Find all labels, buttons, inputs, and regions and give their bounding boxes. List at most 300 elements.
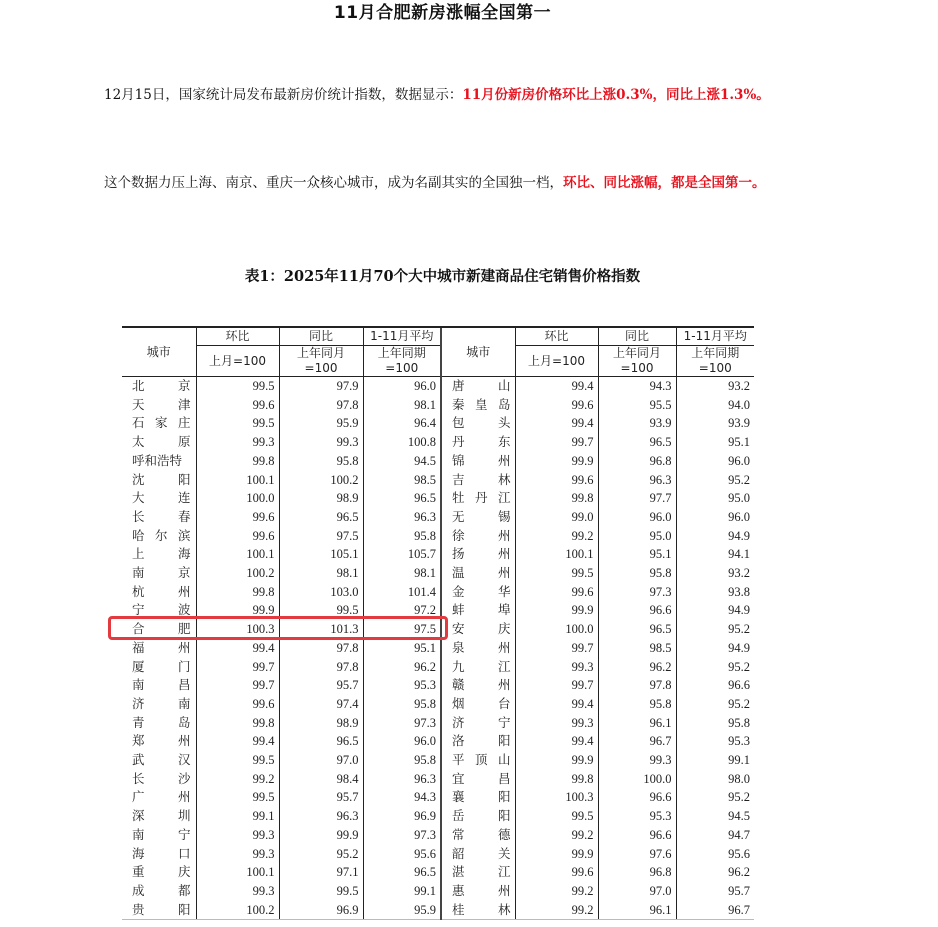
city-char: 津: [178, 396, 191, 412]
city-name: [122, 676, 196, 695]
city-char: 锡: [498, 508, 511, 524]
value-mom: 99.8: [196, 583, 279, 602]
city-name: [441, 508, 515, 527]
table-header: [122, 327, 754, 377]
value-yoy: 96.1: [598, 714, 676, 733]
city-char: 湛: [452, 864, 465, 880]
value-avg: 97.3: [363, 826, 441, 845]
value-avg: 96.3: [363, 508, 441, 527]
header-avg-base-right: [676, 346, 754, 377]
city-char: 天: [132, 396, 145, 412]
value-mom: 99.2: [515, 882, 598, 901]
value-yoy: 100.2: [279, 471, 363, 490]
value-avg: 97.3: [363, 714, 441, 733]
city-name: [122, 882, 196, 901]
value-mom: 99.5: [196, 788, 279, 807]
city-name: [441, 414, 515, 433]
city-name: [122, 901, 196, 920]
header-avg-right: 1-11月平均: [676, 327, 754, 346]
city-name: [122, 377, 196, 396]
value-yoy: 95.9: [279, 414, 363, 433]
city-char: 门: [178, 658, 191, 674]
city-char: 昌: [498, 770, 511, 786]
value-avg: 96.2: [676, 863, 754, 882]
value-yoy: 95.8: [598, 564, 676, 583]
value-yoy: 99.9: [279, 826, 363, 845]
table-row: [122, 433, 754, 452]
city-char: 南: [178, 695, 191, 711]
city-char: 滨: [178, 527, 191, 543]
city-char: 丹: [475, 490, 488, 506]
value-mom: 99.6: [196, 396, 279, 415]
city-char: 肥: [178, 621, 191, 637]
city-char: 州: [178, 639, 191, 655]
city-name: [122, 863, 196, 882]
city-char: 江: [498, 490, 511, 506]
city-name: [122, 583, 196, 602]
header-city-right: 城市: [441, 327, 515, 377]
city-char: 福: [132, 639, 145, 655]
city-name: [122, 695, 196, 714]
city-char: 泉: [452, 639, 465, 655]
value-avg: 94.9: [676, 527, 754, 546]
city-char: 山: [498, 752, 511, 768]
city-char: 庆: [498, 621, 511, 637]
value-mom: 99.2: [196, 770, 279, 789]
city-char: 襄: [452, 789, 465, 805]
city-char: 岛: [178, 714, 191, 730]
city-name: [441, 863, 515, 882]
value-mom: 100.2: [196, 564, 279, 583]
city-name: [122, 414, 196, 433]
value-mom: 99.9: [515, 452, 598, 471]
value-avg: 95.2: [676, 695, 754, 714]
city-char: 阳: [498, 733, 511, 749]
city-name: [441, 770, 515, 789]
value-yoy: 96.7: [598, 732, 676, 751]
city-char: 济: [452, 714, 465, 730]
value-yoy: 99.5: [279, 601, 363, 620]
value-avg: 98.1: [363, 564, 441, 583]
article-title: 11月合肥新房涨幅全国第一: [333, 3, 552, 23]
city-name: [122, 658, 196, 677]
city-char: 都: [178, 882, 191, 898]
city-char: 牡: [452, 490, 465, 506]
city-char: 海: [178, 546, 191, 562]
city-char: 宜: [452, 770, 465, 786]
city-name: [441, 676, 515, 695]
city-char: 阳: [498, 789, 511, 805]
value-mom: 99.2: [515, 527, 598, 546]
city-char: 济: [132, 695, 145, 711]
value-yoy: 96.9: [279, 901, 363, 920]
value-yoy: 96.6: [598, 601, 676, 620]
city-name: [441, 564, 515, 583]
value-mom: 99.0: [515, 508, 598, 527]
city-char: 圳: [178, 808, 191, 824]
city-name: [122, 396, 196, 415]
value-avg: 95.2: [676, 788, 754, 807]
value-yoy: 97.8: [598, 676, 676, 695]
value-avg: 95.8: [363, 751, 441, 770]
value-avg: 94.5: [676, 807, 754, 826]
city-char: 德: [498, 826, 511, 842]
city-name: [122, 471, 196, 490]
value-avg: 96.0: [363, 377, 441, 396]
comparison-paragraph: [104, 168, 794, 198]
city-name: [441, 714, 515, 733]
city-char: 扬: [452, 546, 465, 562]
city-char: 华: [498, 583, 511, 599]
value-avg: 96.9: [363, 807, 441, 826]
value-avg: 97.5: [363, 620, 441, 639]
value-mom: 99.6: [515, 863, 598, 882]
city-char: 州: [498, 639, 511, 655]
value-avg: 94.5: [363, 452, 441, 471]
city-name: [441, 489, 515, 508]
city-char: 广: [132, 789, 145, 805]
value-yoy: 99.3: [279, 433, 363, 452]
table-row: [122, 620, 754, 639]
value-mom: 99.7: [196, 658, 279, 677]
header-yoy-base-right: [598, 346, 676, 377]
city-name: [441, 845, 515, 864]
value-mom: 99.4: [196, 639, 279, 658]
city-name: [122, 732, 196, 751]
value-yoy: 97.9: [279, 377, 363, 396]
city-char: 京: [178, 565, 191, 581]
value-yoy: 98.9: [279, 489, 363, 508]
city-char: 洛: [452, 733, 465, 749]
value-yoy: 96.6: [598, 826, 676, 845]
city-char: 韶: [452, 845, 465, 861]
value-avg: 101.4: [363, 583, 441, 602]
city-char: 石: [132, 415, 145, 431]
city-name: [122, 751, 196, 770]
city-name: [122, 620, 196, 639]
value-mom: 99.2: [515, 901, 598, 920]
value-mom: 100.3: [515, 788, 598, 807]
table-row: [122, 471, 754, 490]
city-char: 皇: [475, 396, 488, 412]
city-char: 州: [178, 733, 191, 749]
value-yoy: 96.5: [279, 732, 363, 751]
city-char: 春: [178, 508, 191, 524]
price-index-table: [122, 326, 754, 920]
table-caption: 表1：2025年11月70个大中城市新建商品住宅销售价格指数: [244, 268, 641, 285]
city-char: 阳: [178, 901, 191, 917]
value-mom: 99.4: [515, 732, 598, 751]
city-name: [122, 601, 196, 620]
city-char: 岳: [452, 808, 465, 824]
value-mom: 99.6: [515, 396, 598, 415]
city-char: 口: [178, 845, 191, 861]
value-yoy: 96.5: [598, 433, 676, 452]
value-mom: 99.7: [196, 676, 279, 695]
city-name: [122, 770, 196, 789]
city-char: 包: [452, 415, 465, 431]
city-char: 常: [452, 826, 465, 842]
value-yoy: 96.8: [598, 863, 676, 882]
intro-highlight: 11月份新房价格环比上涨0.3%，同比上涨1.3%。: [462, 87, 770, 103]
city-char: 东: [498, 434, 511, 450]
value-mom: 100.2: [196, 901, 279, 920]
table-row: [122, 396, 754, 415]
city-char: 昌: [178, 677, 191, 693]
value-yoy: 98.9: [279, 714, 363, 733]
value-avg: 98.5: [363, 471, 441, 490]
value-avg: 95.9: [363, 901, 441, 920]
city-name: [441, 639, 515, 658]
value-avg: 94.9: [676, 601, 754, 620]
city-char: 惠: [452, 882, 465, 898]
value-yoy: 105.1: [279, 545, 363, 564]
table-row: [122, 826, 754, 845]
header-yoy-base: [279, 346, 363, 377]
city-char: 重: [132, 864, 145, 880]
value-yoy: 99.3: [598, 751, 676, 770]
table-row: [122, 658, 754, 677]
header-avg-base-line1: 上年同期: [691, 346, 740, 360]
city-char: 北: [132, 378, 145, 393]
table-row: [122, 845, 754, 864]
value-avg: 96.5: [363, 489, 441, 508]
city-char: 州: [498, 565, 511, 581]
value-avg: 98.1: [363, 396, 441, 415]
table-row: [122, 508, 754, 527]
header-avg-base-line2: =100: [698, 361, 732, 375]
value-avg: 95.8: [363, 695, 441, 714]
value-avg: 94.9: [676, 639, 754, 658]
header-avg-base-line2: =100: [385, 361, 419, 375]
value-yoy: 95.8: [279, 452, 363, 471]
value-mom: 99.6: [515, 583, 598, 602]
city-char: 州: [498, 677, 511, 693]
city-name: [441, 658, 515, 677]
city-char: 海: [132, 845, 145, 861]
header-mom-base: 上月=100: [196, 346, 279, 377]
city-char: 厦: [132, 658, 145, 674]
value-mom: 100.1: [196, 545, 279, 564]
value-mom: 99.7: [515, 639, 598, 658]
city-name: [122, 714, 196, 733]
value-mom: 99.3: [196, 845, 279, 864]
value-avg: 93.8: [676, 583, 754, 602]
value-avg: 95.3: [363, 676, 441, 695]
value-yoy: 95.1: [598, 545, 676, 564]
city-char: 温: [452, 565, 465, 581]
value-avg: 95.6: [676, 845, 754, 864]
value-yoy: 97.0: [279, 751, 363, 770]
value-avg: 95.8: [363, 527, 441, 546]
city-char: 山: [498, 378, 511, 393]
city-name: [122, 433, 196, 452]
value-yoy: 96.5: [598, 620, 676, 639]
city-char: 杭: [132, 583, 145, 599]
value-mom: 99.6: [515, 471, 598, 490]
city-name: [441, 452, 515, 471]
table-row: [122, 882, 754, 901]
city-name: [122, 826, 196, 845]
value-yoy: 95.8: [598, 695, 676, 714]
city-name: [441, 788, 515, 807]
city-name: [441, 901, 515, 920]
city-name: [441, 433, 515, 452]
header-yoy-base-line2: =100: [304, 361, 338, 375]
value-yoy: 98.1: [279, 564, 363, 583]
value-mom: 99.8: [196, 452, 279, 471]
table-row: [122, 601, 754, 620]
value-avg: 95.6: [363, 845, 441, 864]
header-yoy-base-line1: 上年同月: [612, 346, 661, 360]
header-city: 城市: [122, 327, 196, 377]
city-char: 林: [498, 471, 511, 487]
table-row: [122, 545, 754, 564]
city-char: 南: [132, 826, 145, 842]
value-avg: 97.2: [363, 601, 441, 620]
value-mom: 100.0: [196, 489, 279, 508]
value-mom: 99.4: [515, 695, 598, 714]
value-yoy: 97.0: [598, 882, 676, 901]
value-yoy: 97.6: [598, 845, 676, 864]
city-name: [441, 807, 515, 826]
city-name: [441, 527, 515, 546]
city-char: 埠: [498, 602, 511, 618]
header-avg: 1-11月平均: [363, 327, 441, 346]
comparison-highlight: 环比、同比涨幅，都是全国第一。: [563, 175, 766, 191]
value-mom: 100.1: [515, 545, 598, 564]
city-char: 沈: [132, 471, 145, 487]
value-avg: 96.0: [363, 732, 441, 751]
city-name: [441, 751, 515, 770]
city-name: [122, 788, 196, 807]
city-char: 庄: [178, 415, 191, 431]
value-avg: 96.4: [363, 414, 441, 433]
header-avg-base-line1: 上年同期: [377, 346, 426, 360]
value-avg: 94.7: [676, 826, 754, 845]
value-yoy: 97.3: [598, 583, 676, 602]
city-name: [441, 545, 515, 564]
value-yoy: 95.2: [279, 845, 363, 864]
value-yoy: 97.5: [279, 527, 363, 546]
city-char: 原: [178, 434, 191, 450]
intro-paragraph: [104, 80, 794, 110]
city-char: 烟: [452, 695, 465, 711]
value-avg: 96.7: [676, 901, 754, 920]
comparison-text: 这个数据力压上海、南京、重庆一众核心城市，成为名副其实的全国独一档，: [104, 175, 563, 191]
city-char: 州: [178, 789, 191, 805]
value-mom: 99.9: [515, 751, 598, 770]
value-mom: 99.3: [515, 714, 598, 733]
city-name: [441, 882, 515, 901]
value-mom: 99.2: [515, 826, 598, 845]
city-char: 江: [498, 864, 511, 880]
table-row: [122, 807, 754, 826]
value-mom: 99.9: [515, 845, 598, 864]
value-mom: 99.3: [196, 882, 279, 901]
value-avg: 100.8: [363, 433, 441, 452]
city-char: 尔: [155, 527, 168, 543]
city-char: 大: [132, 490, 145, 506]
value-avg: 96.2: [363, 658, 441, 677]
value-avg: 93.9: [676, 414, 754, 433]
value-avg: 95.3: [676, 732, 754, 751]
city-char: 州: [498, 882, 511, 898]
value-avg: 95.2: [676, 620, 754, 639]
table-row: [122, 732, 754, 751]
value-avg: 95.7: [676, 882, 754, 901]
value-mom: 99.8: [196, 714, 279, 733]
city-name: [122, 489, 196, 508]
value-mom: 99.3: [515, 658, 598, 677]
city-name: [441, 620, 515, 639]
header-mom-base-right: 上月=100: [515, 346, 598, 377]
value-mom: 99.5: [196, 377, 279, 396]
city-name: [441, 732, 515, 751]
value-mom: 99.1: [196, 807, 279, 826]
table-row: [122, 714, 754, 733]
value-yoy: 97.1: [279, 863, 363, 882]
city-name: [122, 639, 196, 658]
city-char: 无: [452, 508, 465, 524]
city-char: 郑: [132, 733, 145, 749]
city-char: 深: [132, 808, 145, 824]
city-char: 阳: [178, 471, 191, 487]
city-char: 波: [178, 602, 191, 618]
value-mom: 100.3: [196, 620, 279, 639]
value-mom: 99.3: [196, 826, 279, 845]
value-yoy: 96.6: [598, 788, 676, 807]
value-avg: 93.2: [676, 564, 754, 583]
value-avg: 96.3: [363, 770, 441, 789]
city-char: 太: [132, 434, 145, 450]
city-char: 庆: [178, 864, 191, 880]
table-row: [122, 583, 754, 602]
city-name: [122, 807, 196, 826]
value-avg: 96.0: [676, 452, 754, 471]
table-row: [122, 377, 754, 396]
city-char: 林: [498, 901, 511, 917]
city-char: 连: [178, 490, 191, 506]
city-char: 岛: [498, 396, 511, 412]
value-yoy: 103.0: [279, 583, 363, 602]
header-avg-base: [363, 346, 441, 377]
value-mom: 99.8: [515, 770, 598, 789]
value-yoy: 97.4: [279, 695, 363, 714]
city-char: 宁: [132, 602, 145, 618]
value-yoy: 97.7: [598, 489, 676, 508]
value-yoy: 100.0: [598, 770, 676, 789]
value-yoy: 96.5: [279, 508, 363, 527]
value-mom: 100.1: [196, 471, 279, 490]
value-avg: 95.1: [676, 433, 754, 452]
city-char: 蚌: [452, 602, 465, 618]
table-row: [122, 770, 754, 789]
value-avg: 96.0: [676, 508, 754, 527]
city-char: 金: [452, 583, 465, 599]
city-char: 阳: [498, 808, 511, 824]
value-mom: 99.9: [196, 601, 279, 620]
value-yoy: 96.3: [598, 471, 676, 490]
value-mom: 100.1: [196, 863, 279, 882]
intro-text: 12月15日，国家统计局发布最新房价统计指数，数据显示：: [104, 87, 463, 103]
city-char: 呼和浩特: [132, 452, 183, 468]
value-mom: 99.5: [196, 751, 279, 770]
value-yoy: 96.2: [598, 658, 676, 677]
city-char: 秦: [452, 396, 465, 412]
value-yoy: 95.7: [279, 788, 363, 807]
city-char: 丹: [452, 434, 465, 450]
